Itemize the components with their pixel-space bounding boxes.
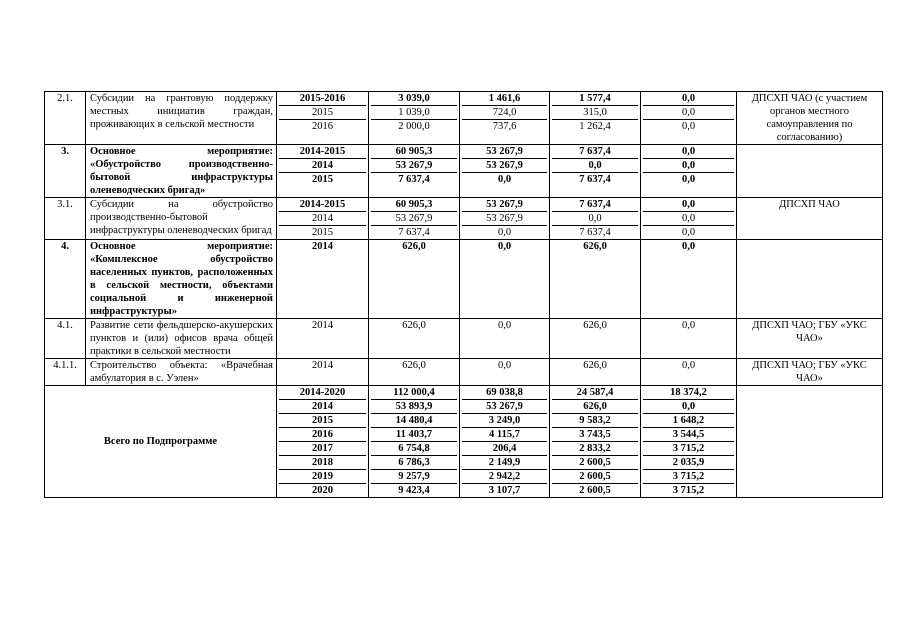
value-line: 2017 <box>279 442 366 456</box>
value-line: 2015 <box>279 106 366 120</box>
value-line: 0,0 <box>681 174 696 185</box>
total-row <box>45 386 883 498</box>
value-line: 626,0 <box>402 320 426 331</box>
value-line: 2015 <box>279 414 366 428</box>
table-row <box>45 319 883 359</box>
value-line: 7 637,4 <box>579 227 611 238</box>
value-line: 0,0 <box>643 145 734 159</box>
value-line: 53 267,9 <box>462 212 547 226</box>
value-line: 0,0 <box>643 159 734 173</box>
value-line: 0,0 <box>643 106 734 120</box>
value-line: 9 423,4 <box>398 485 430 496</box>
federal-cell <box>460 319 550 359</box>
value-line: 2016 <box>312 121 333 132</box>
value-line: 53 267,9 <box>462 400 547 414</box>
value-line: 1 461,6 <box>462 92 547 106</box>
value-line: 2 942,2 <box>462 470 547 484</box>
value-line: 2 600,5 <box>579 485 611 496</box>
total-executor <box>737 386 883 498</box>
table-row <box>45 359 883 386</box>
value-line: 2014 <box>279 400 366 414</box>
value-line: 2 035,9 <box>643 456 734 470</box>
total-local-cell <box>641 386 737 498</box>
row-executor: ДПСХП ЧАО; ГБУ «УКС ЧАО» <box>737 359 883 386</box>
value-line: 7 637,4 <box>552 145 638 159</box>
value-line: 626,0 <box>552 400 638 414</box>
row-index: 4. <box>45 240 86 319</box>
table-body <box>45 92 883 498</box>
table-row <box>45 92 883 145</box>
total-cell <box>369 319 460 359</box>
value-line: 53 267,9 <box>462 198 547 212</box>
value-line: 737,6 <box>492 121 517 132</box>
value-line: 0,0 <box>681 241 696 252</box>
value-line: 0,0 <box>643 212 734 226</box>
subprogram-table <box>44 91 883 498</box>
value-line: 14 480,4 <box>371 414 457 428</box>
value-line: 2014 <box>312 360 333 371</box>
value-line: 3 544,5 <box>643 428 734 442</box>
value-line: 2019 <box>279 470 366 484</box>
value-line: 9 257,9 <box>371 470 457 484</box>
row-executor <box>737 145 883 198</box>
value-line: 0,0 <box>497 174 512 185</box>
value-line: 7 637,4 <box>552 198 638 212</box>
local-cell <box>641 145 737 198</box>
regional-cell <box>550 145 641 198</box>
total-total-cell <box>369 386 460 498</box>
value-line: 69 038,8 <box>462 386 547 400</box>
row-index: 3. <box>45 145 86 198</box>
value-line: 0,0 <box>681 320 696 331</box>
regional-cell <box>550 198 641 240</box>
value-line: 112 000,4 <box>371 386 457 400</box>
value-line: 206,4 <box>462 442 547 456</box>
value-line: 7 637,4 <box>398 174 430 185</box>
row-description: Субсидии на грантовую поддержку местных инициатив граждан, проживающих в сельской местности <box>86 92 277 145</box>
value-line: 2 149,9 <box>462 456 547 470</box>
local-cell <box>641 92 737 145</box>
value-line: 2016 <box>279 428 366 442</box>
value-line: 626,0 <box>402 241 426 252</box>
regional-cell <box>550 319 641 359</box>
value-line: 626,0 <box>402 360 426 371</box>
value-line: 0,0 <box>497 320 512 331</box>
value-line: 2 833,2 <box>552 442 638 456</box>
value-line: 1 262,4 <box>579 121 611 132</box>
value-line: 626,0 <box>583 241 607 252</box>
local-cell <box>641 198 737 240</box>
value-line: 0,0 <box>552 159 638 173</box>
value-line: 3 715,2 <box>643 470 734 484</box>
value-line: 3 039,0 <box>371 92 457 106</box>
value-line: 7 637,4 <box>579 174 611 185</box>
regional-cell <box>550 359 641 386</box>
value-line: 0,0 <box>643 198 734 212</box>
value-line: 6 754,8 <box>371 442 457 456</box>
value-line: 53 893,9 <box>371 400 457 414</box>
value-line: 2020 <box>312 485 333 496</box>
row-index: 4.1. <box>45 319 86 359</box>
row-executor: ДПСХП ЧАО (с участием органов местного самоуправления по согласованию) <box>737 92 883 145</box>
value-line: 2 000,0 <box>398 121 430 132</box>
value-line: 2014 <box>312 241 333 252</box>
row-description: Развитие сети фельдшерско-акушерских пунктов и (или) офисов врача общей практики в сельской местности <box>86 319 277 359</box>
value-line: 24 587,4 <box>552 386 638 400</box>
total-federal-cell <box>460 386 550 498</box>
value-line: 2015-2016 <box>279 92 366 106</box>
value-line: 2 600,5 <box>552 456 638 470</box>
regional-cell <box>550 240 641 319</box>
value-line: 626,0 <box>583 360 607 371</box>
total-cell <box>369 240 460 319</box>
total-label: Всего по Подпрограмме <box>45 386 277 498</box>
federal-cell <box>460 198 550 240</box>
value-line: 2018 <box>279 456 366 470</box>
row-description: Строительство объекта: «Врачебная амбулатория в с. Уэлен» <box>86 359 277 386</box>
value-line: 60 905,3 <box>371 198 457 212</box>
value-line: 3 249,0 <box>462 414 547 428</box>
value-line: 0,0 <box>643 92 734 106</box>
year-cell <box>277 198 369 240</box>
value-line: 53 267,9 <box>371 212 457 226</box>
value-line: 2014 <box>279 212 366 226</box>
year-cell <box>277 359 369 386</box>
table-row <box>45 198 883 240</box>
year-cell <box>277 92 369 145</box>
table-row <box>45 145 883 198</box>
value-line: 18 374,2 <box>643 386 734 400</box>
value-line: 0,0 <box>497 227 512 238</box>
local-cell <box>641 359 737 386</box>
row-executor: ДПСХП ЧАО; ГБУ «УКС ЧАО» <box>737 319 883 359</box>
value-line: 53 267,9 <box>371 159 457 173</box>
row-description: Основное мероприятие: «Обустройство производственно-бытовой инфраструктуры оленеводческих бригад» <box>86 145 277 198</box>
year-cell <box>277 145 369 198</box>
total-cell <box>369 359 460 386</box>
value-line: 315,0 <box>552 106 638 120</box>
regional-cell <box>550 92 641 145</box>
row-index: 2.1. <box>45 92 86 145</box>
value-line: 0,0 <box>497 241 512 252</box>
value-line: 2015 <box>312 227 333 238</box>
row-index: 3.1. <box>45 198 86 240</box>
value-line: 60 905,3 <box>371 145 457 159</box>
value-line: 0,0 <box>643 400 734 414</box>
total-regional-cell <box>550 386 641 498</box>
value-line: 1 039,0 <box>371 106 457 120</box>
value-line: 3 743,5 <box>552 428 638 442</box>
value-line: 1 577,4 <box>552 92 638 106</box>
value-line: 3 715,2 <box>672 485 705 496</box>
total-cell <box>369 92 460 145</box>
value-line: 0,0 <box>681 360 696 371</box>
value-line: 0,0 <box>552 212 638 226</box>
local-cell <box>641 319 737 359</box>
value-line: 724,0 <box>462 106 547 120</box>
value-line: 2015 <box>312 174 333 185</box>
value-line: 53 267,9 <box>462 159 547 173</box>
row-description: Основное мероприятие: «Комплексное обустройство населенных пунктов, расположенных в сельской местности, объектами социальной и инженерной инфраструктуры» <box>86 240 277 319</box>
value-line: 2014 <box>279 159 366 173</box>
value-line: 3 715,2 <box>643 442 734 456</box>
total-year-cell <box>277 386 369 498</box>
row-index: 4.1.1. <box>45 359 86 386</box>
row-description: Субсидии на обустройство производственно-бытовой инфраструктуры оленеводческих бригад <box>86 198 277 240</box>
value-line: 4 115,7 <box>462 428 547 442</box>
value-line: 626,0 <box>583 320 607 331</box>
value-line: 2014-2020 <box>279 386 366 400</box>
value-line: 0,0 <box>497 360 512 371</box>
total-cell <box>369 145 460 198</box>
value-line: 53 267,9 <box>462 145 547 159</box>
value-line: 2 600,5 <box>552 470 638 484</box>
value-line: 2014-2015 <box>279 145 366 159</box>
year-cell <box>277 240 369 319</box>
federal-cell <box>460 145 550 198</box>
local-cell <box>641 240 737 319</box>
value-line: 2014-2015 <box>279 198 366 212</box>
value-line: 11 403,7 <box>371 428 457 442</box>
year-cell <box>277 319 369 359</box>
federal-cell <box>460 240 550 319</box>
federal-cell <box>460 92 550 145</box>
value-line: 1 648,2 <box>643 414 734 428</box>
value-line: 9 583,2 <box>552 414 638 428</box>
row-executor: ДПСХП ЧАО <box>737 198 883 240</box>
row-executor <box>737 240 883 319</box>
value-line: 7 637,4 <box>398 227 430 238</box>
value-line: 6 786,3 <box>371 456 457 470</box>
value-line: 0,0 <box>681 227 696 238</box>
value-line: 0,0 <box>681 121 696 132</box>
value-line: 3 107,7 <box>488 485 521 496</box>
total-cell <box>369 198 460 240</box>
federal-cell <box>460 359 550 386</box>
table-row <box>45 240 883 319</box>
value-line: 2014 <box>312 320 333 331</box>
